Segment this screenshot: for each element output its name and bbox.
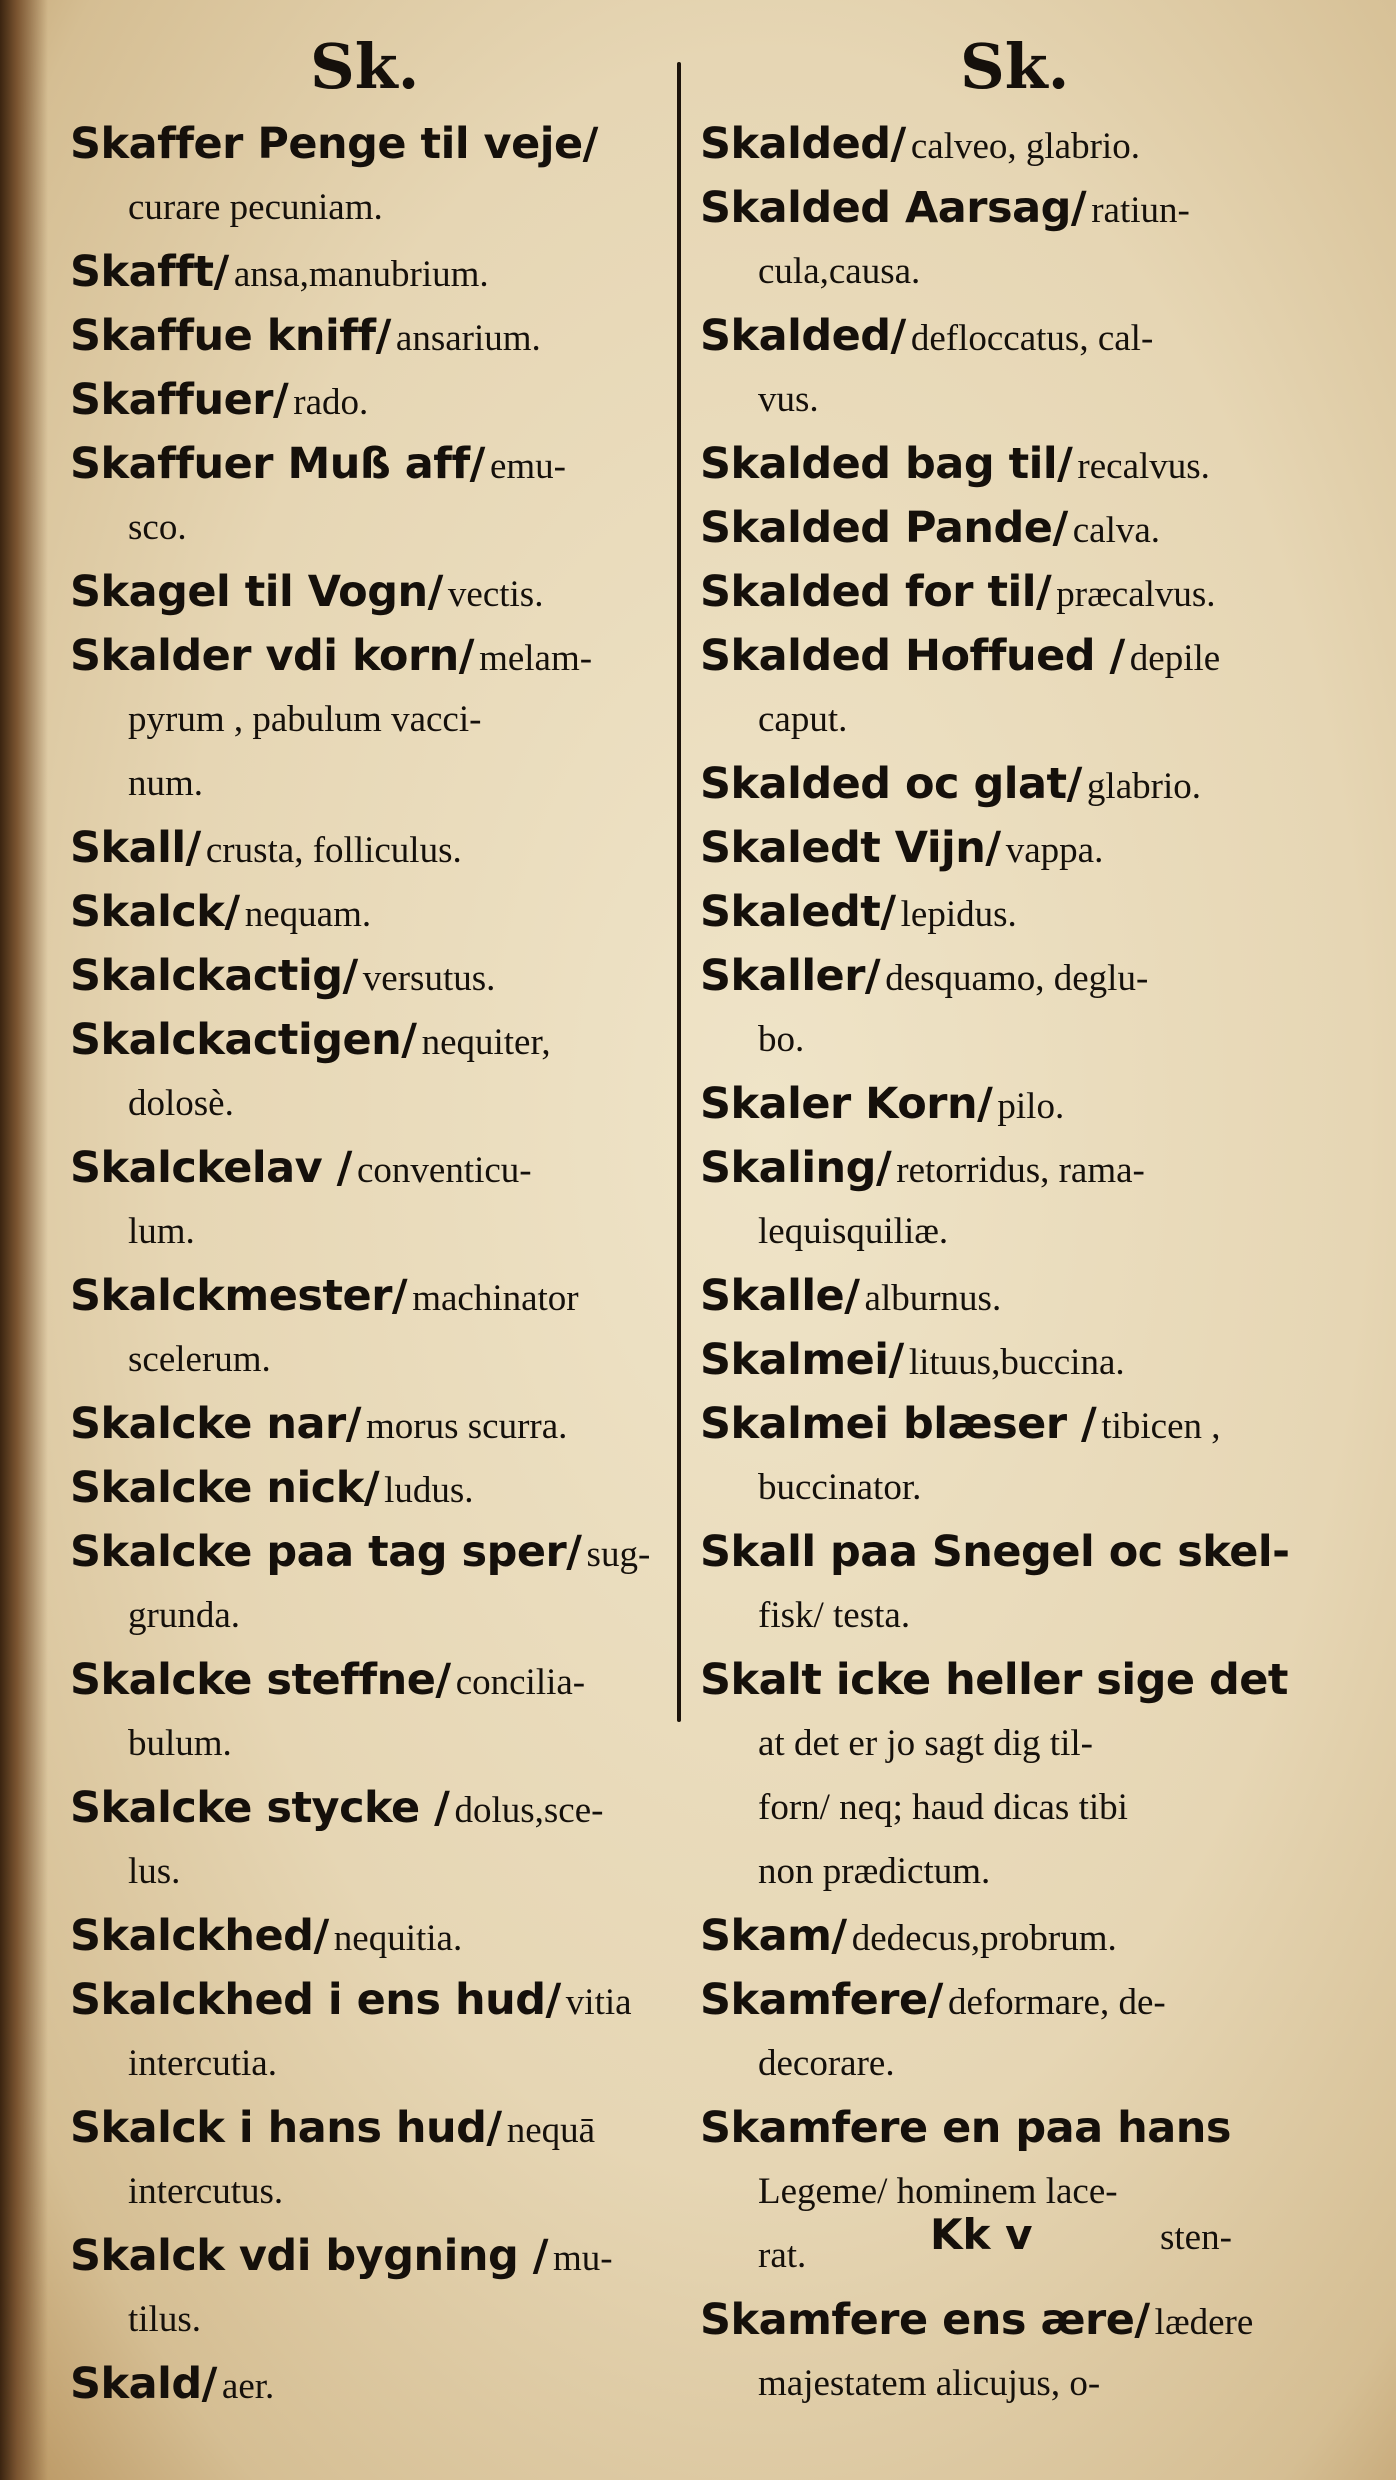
headword: Skaffue kniff/ [70,311,391,361]
latin-gloss: vectis. [447,574,544,615]
headword: Skaling/ [700,1143,892,1193]
entry-first-line [700,176,1300,240]
entry-first-line [700,1968,1300,2032]
entry-first-line [70,1136,670,1200]
entry-continuation [70,752,670,816]
headword: Skalckhed i ens hud/ [70,1975,561,2025]
dictionary-entry [70,2224,670,2352]
entry-continuation [700,2352,1300,2416]
dictionary-entry [70,1776,670,1904]
headword: Skamfere en paa hans [700,2103,1231,2153]
entry-first-line [700,1520,1300,1584]
entry-first-line [700,304,1300,368]
latin-gloss: ratiun- [1091,190,1190,231]
entry-continuation [700,1008,1300,1072]
latin-gloss: recalvus. [1077,446,1210,487]
latin-gloss: pilo. [997,1086,1065,1127]
headword: Skalmei/ [700,1335,904,1385]
dictionary-entry [70,1520,670,1648]
dictionary-entry [700,1648,1300,1904]
latin-gloss: calva. [1072,510,1161,551]
headword: Skalcke paa tag sper/ [70,1527,582,1577]
headword: Skalckmester/ [70,1271,408,1321]
latin-gloss: deformare, de- [947,1982,1166,2023]
latin-gloss: crusta, folliculus. [205,830,462,871]
headword: Skalded for til/ [700,567,1052,617]
latin-gloss-continued: sco. [128,507,187,548]
latin-gloss: nequā [506,2110,596,2151]
headword: Skalcke steffne/ [70,1655,451,1705]
entry-first-line [70,1904,670,1968]
headword: Skalded Aarsag/ [700,183,1087,233]
latin-gloss: mu- [553,2238,613,2279]
dictionary-entry [70,304,670,368]
binding-shadow [0,0,48,2480]
entry-first-line [700,112,1300,176]
dictionary-entry [70,1456,670,1520]
entry-continuation [70,496,670,560]
latin-gloss-continued: grunda. [128,1595,240,1636]
latin-gloss: prӕcalvus. [1056,574,1216,615]
dictionary-entry [70,2096,670,2224]
latin-gloss-continued: num. [128,763,204,804]
dictionary-entry [70,432,670,560]
entry-first-line [70,1968,670,2032]
entry-continuation [700,1200,1300,1264]
dictionary-entry [70,1136,670,1264]
entry-continuation [70,1200,670,1264]
running-head-left: Sk. [310,30,420,103]
entry-continuation [70,1840,670,1904]
latin-gloss-continued: buccinator. [758,1467,922,1508]
latin-gloss: lituus,buccina. [908,1342,1125,1383]
headword: Skalcke stycke / [70,1783,450,1833]
headword: Skalckhed/ [70,1911,329,1961]
entry-continuation [700,688,1300,752]
entry-first-line [700,2288,1300,2352]
latin-gloss: emu- [489,446,567,487]
latin-gloss-continued: intercutus. [128,2171,284,2212]
entry-first-line [700,1904,1300,1968]
dictionary-entry [700,1328,1300,1392]
dictionary-entry [700,2288,1300,2416]
dictionary-entry [70,1392,670,1456]
entry-first-line [700,432,1300,496]
running-head-right: Sk. [960,30,1070,103]
headword: Skaledt/ [700,887,896,937]
entry-continuation [700,240,1300,304]
latin-gloss: ansarium. [395,318,541,359]
entry-first-line [70,2224,670,2288]
headword: Skaffuer Muß aff/ [70,439,485,489]
dictionary-entry [700,2096,1300,2288]
latin-gloss-continued: lequisquiliӕ. [758,1211,949,1252]
entry-first-line [70,1648,670,1712]
latin-gloss: melam- [479,638,593,679]
latin-gloss-continued: cula,causa. [758,251,921,292]
entry-continuation [70,1712,670,1776]
entry-first-line [700,1392,1300,1456]
signature-mark: Kk v [930,2210,1033,2259]
entry-continuation [700,2032,1300,2096]
latin-gloss: rado. [293,382,369,423]
headword: Skalded oc glat/ [700,759,1082,809]
latin-gloss: ansa,manubrium. [233,254,489,295]
entry-first-line [70,1456,670,1520]
latin-gloss: vitia [565,1982,632,2023]
headword: Skam/ [700,1911,847,1961]
dictionary-entry [70,624,670,816]
entry-continuation [70,2160,670,2224]
latin-gloss-continued: majestatem alicujus, o- [758,2363,1101,2404]
entry-first-line [700,1136,1300,1200]
entry-continuation [700,2224,1300,2288]
dictionary-entry [70,2352,670,2416]
entry-first-line [70,2096,670,2160]
latin-gloss-continued: at det er jo sagt dig til- [758,1723,1093,1764]
headword: Skalt icke heller sige det [700,1655,1288,1705]
entry-continuation [70,1328,670,1392]
entry-first-line [70,1392,670,1456]
dictionary-entry [700,496,1300,560]
entry-first-line [700,752,1300,816]
headword: Skaledt Vijn/ [700,823,1001,873]
entry-continuation [700,1840,1300,1904]
column-rule [677,62,681,1722]
latin-gloss: morus scurra. [366,1406,568,1447]
latin-gloss-continued: lus. [128,1851,181,1892]
entry-first-line [70,880,670,944]
latin-gloss-continued: pyrum , pabulum vacci- [128,699,482,740]
entry-continuation [700,1776,1300,1840]
latin-gloss: sug- [586,1534,651,1575]
latin-gloss: alburnus. [864,1278,1002,1319]
entry-continuation [700,1712,1300,1776]
latin-gloss-continued: rat. [758,2235,807,2276]
dictionary-entry [700,304,1300,432]
dictionary-entry [700,1904,1300,1968]
dictionary-entry [70,112,670,240]
headword: Skaller/ [700,951,881,1001]
dictionary-entry [70,240,670,304]
latin-gloss-continued: bo. [758,1019,805,1060]
latin-gloss: aer. [221,2366,275,2407]
headword: Skalded Pande/ [700,503,1068,553]
entry-first-line [70,1264,670,1328]
headword: Skalck i hans hud/ [70,2103,502,2153]
entry-continuation [70,2288,670,2352]
latin-gloss-continued: intercutia. [128,2043,277,2084]
latin-gloss: dolus,sce- [454,1790,604,1831]
dictionary-entry [700,1392,1300,1520]
dictionary-entry [70,1648,670,1776]
entry-first-line [700,560,1300,624]
latin-gloss: defloccatus, cal- [910,318,1154,359]
dictionary-entry [70,368,670,432]
dictionary-entry [700,176,1300,304]
headword: Skalded/ [700,119,906,169]
dictionary-entry [70,1008,670,1136]
latin-gloss: lepidus. [900,894,1017,935]
entry-first-line [700,880,1300,944]
dictionary-entry [70,944,670,1008]
latin-gloss-continued: caput. [758,699,848,740]
dictionary-entry [700,1072,1300,1136]
entry-first-line [70,816,670,880]
entry-first-line [700,2096,1300,2160]
entry-first-line [700,1328,1300,1392]
dictionary-entry [700,624,1300,752]
latin-gloss-continued: fisk/ testa. [758,1595,911,1636]
entry-first-line [70,112,670,176]
headword: Skalmei blæser / [700,1399,1097,1449]
entry-first-line [70,2352,670,2416]
entry-first-line [700,816,1300,880]
entry-first-line [70,368,670,432]
dictionary-entry [700,944,1300,1072]
entry-first-line [70,240,670,304]
dictionary-entry [70,880,670,944]
latin-gloss-continued: Legeme/ hominem lace- [758,2171,1118,2212]
entry-continuation [70,176,670,240]
latin-gloss-continued: bulum. [128,1723,232,1764]
headword: Skamfere/ [700,1975,943,2025]
entry-first-line [70,624,670,688]
entry-first-line [70,944,670,1008]
entry-continuation [70,2032,670,2096]
entry-first-line [700,1072,1300,1136]
dictionary-entry [700,1520,1300,1648]
entry-continuation [70,1072,670,1136]
dictionary-entry [70,1968,670,2096]
headword: Skalded/ [700,311,906,361]
headword: Skalck vdi bygning / [70,2231,548,2281]
entry-first-line [700,624,1300,688]
headword: Skalle/ [700,1271,860,1321]
headword: Skalckactig/ [70,951,358,1001]
latin-gloss: machinator [412,1278,579,1319]
latin-gloss-continued: dolosè. [128,1083,234,1124]
entry-continuation [700,368,1300,432]
latin-gloss: desquamo, deglu- [885,958,1149,999]
latin-gloss: calveo, glabrio. [910,126,1140,167]
entry-first-line [700,1648,1300,1712]
headword: Skall/ [70,823,201,873]
entry-first-line [700,1264,1300,1328]
catchword: sten- [1160,2217,1232,2258]
entry-first-line [700,944,1300,1008]
entry-first-line [70,1520,670,1584]
entry-first-line [70,432,670,496]
latin-gloss: nequiter, [421,1022,551,1063]
latin-gloss: nequitia. [333,1918,463,1959]
headword: Skalck/ [70,887,240,937]
entry-first-line [700,496,1300,560]
latin-gloss: nequam. [244,894,372,935]
latin-gloss-continued: scelerum. [128,1339,271,1380]
latin-gloss: concilia- [455,1662,586,1703]
dictionary-entry [700,816,1300,880]
dictionary-entry [70,560,670,624]
dictionary-entry [700,1136,1300,1264]
headword: Skaffer Penge til veje/ [70,119,598,169]
dictionary-entry [70,816,670,880]
latin-gloss-continued: vus. [758,379,819,420]
headword: Skalckelav / [70,1143,352,1193]
headword: Skalded Hoffued / [700,631,1125,681]
headword: Skalcke nar/ [70,1399,361,1449]
dictionary-entry [700,112,1300,176]
entry-continuation [70,1584,670,1648]
headword: Skaler Korn/ [700,1079,993,1129]
entry-first-line [70,304,670,368]
latin-gloss: versutus. [362,958,496,999]
latin-gloss-continued: non prӕdictum. [758,1851,991,1892]
entry-first-line [70,560,670,624]
headword: Skald/ [70,2359,217,2409]
dictionary-entry [700,432,1300,496]
dictionary-entry [70,1904,670,1968]
dictionary-entry [700,560,1300,624]
entry-continuation [70,688,670,752]
latin-gloss: conventicu- [356,1150,532,1191]
headword: Skaffuer/ [70,375,289,425]
dictionary-entry [700,1264,1300,1328]
latin-gloss-continued: tilus. [128,2299,201,2340]
headword: Skalckactigen/ [70,1015,417,1065]
latin-gloss-continued: curare pecuniam. [128,187,383,228]
dictionary-entry [700,1968,1300,2096]
headword: Skagel til Vogn/ [70,567,443,617]
entry-first-line [70,1008,670,1072]
headword: Skamfere ens ære/ [700,2295,1150,2345]
headword: Skalded bag til/ [700,439,1073,489]
dictionary-entry [700,752,1300,816]
dictionary-entry [70,1264,670,1392]
latin-gloss: retorridus, rama- [896,1150,1145,1191]
latin-gloss: vappa. [1005,830,1104,871]
headword: Skalcke nick/ [70,1463,380,1513]
latin-gloss: glabrio. [1086,766,1201,807]
latin-gloss: ludus. [384,1470,474,1511]
latin-gloss-continued: decorare. [758,2043,895,2084]
latin-gloss: dedecus,probrum. [851,1918,1117,1959]
latin-gloss-continued: lum. [128,1211,195,1252]
dictionary-entry [700,880,1300,944]
latin-gloss-continued: forn/ neq; haud dicas tibi [758,1787,1128,1828]
headword: Skafft/ [70,247,229,297]
headword: Skall paa Snegel oc skel- [700,1527,1290,1577]
headword: Skalder vdi korn/ [70,631,474,681]
entry-continuation [700,1584,1300,1648]
latin-gloss: depile [1129,638,1221,679]
entry-continuation [700,1456,1300,1520]
latin-gloss: lædere [1154,2302,1254,2343]
entry-continuation [700,2160,1300,2224]
latin-gloss: tibicen , [1101,1406,1221,1447]
entry-first-line [70,1776,670,1840]
